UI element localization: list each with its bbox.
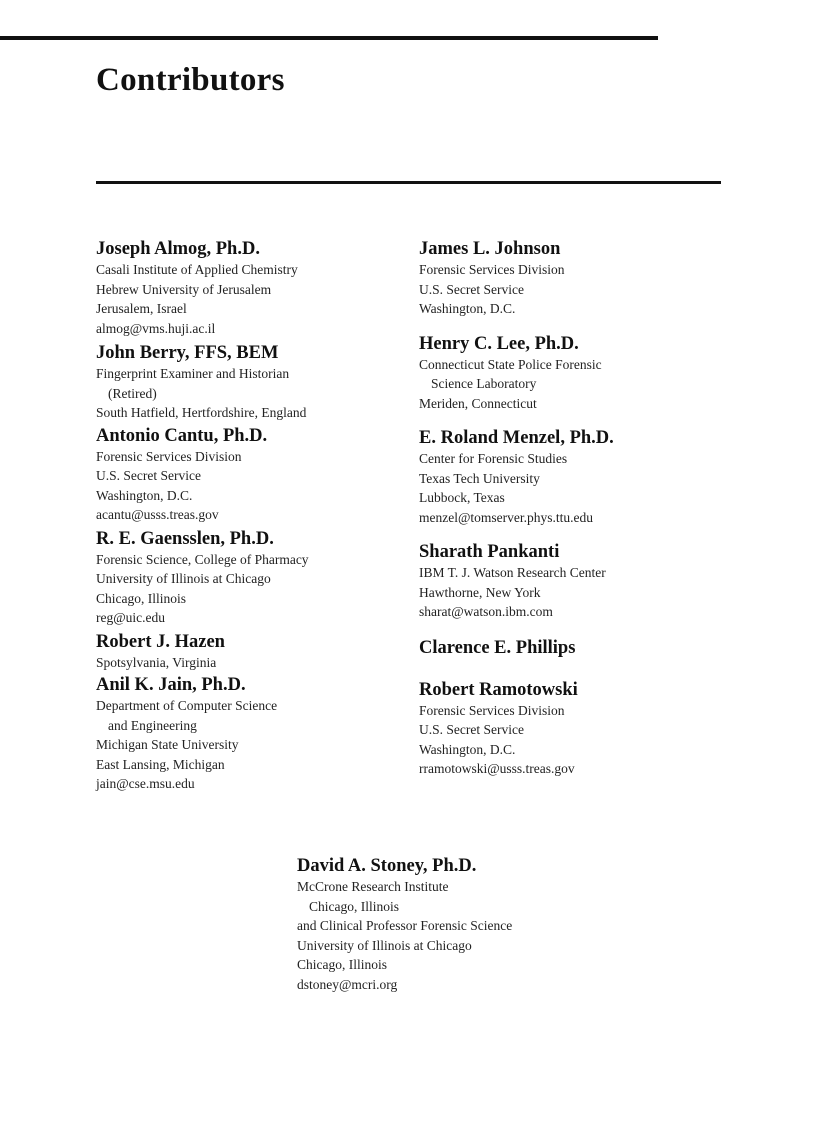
contributor-affiliation: Center for Forensic Studies	[419, 451, 568, 466]
contributor-entry	[96, 528, 396, 628]
contributor-name: Anil K. Jain, Ph.D.	[96, 675, 246, 695]
contributor-entry	[419, 679, 719, 779]
contributor-affiliation: and Engineering	[108, 717, 197, 733]
contributor-location: Meriden, Connecticut	[419, 395, 537, 411]
contributor-name: Robert J. Hazen	[96, 631, 225, 652]
contributor-affiliation: Texas Tech University	[419, 470, 540, 486]
contributor-location: Washington, D.C.	[419, 741, 516, 757]
contributor-affiliation: University of Illinois at Chicago	[297, 937, 472, 953]
contributor-affiliation: Forensic Services Division	[419, 262, 565, 277]
contributor-affiliation: Forensic Services Division	[96, 448, 242, 464]
contributor-affiliation: Hebrew University of Jerusalem	[96, 281, 272, 297]
contributor-location: Chicago, Illinois	[309, 898, 399, 914]
contributor-entry	[419, 541, 719, 622]
contributor-affiliation: U.S. Secret Service	[419, 281, 524, 297]
contributor-location: Hawthorne, New York	[419, 584, 541, 600]
contributor-entry-centered	[297, 855, 617, 994]
contributor-entry	[419, 427, 719, 527]
contributor-email: reg@uic.edu	[96, 610, 166, 625]
page-title: Contributors	[96, 62, 285, 98]
contributor-entry	[96, 631, 396, 673]
contributor-email: acantu@usss.treas.gov	[96, 507, 219, 522]
contributor-email: menzel@tomserver.phys.ttu.edu	[419, 509, 594, 525]
contributor-location: Washington, D.C.	[96, 487, 193, 503]
contributor-location: Lubbock, Texas	[419, 490, 505, 505]
contributor-affiliation: Forensic Science, College of Pharmacy	[96, 551, 309, 567]
contributor-affiliation: Science Laboratory	[431, 376, 537, 391]
top-rule	[0, 36, 658, 40]
contributor-email: dstoney@mcri.org	[297, 976, 398, 992]
contributor-location: Chicago, Illinois	[96, 590, 186, 606]
contributor-email: sharat@watson.ibm.com	[419, 604, 553, 619]
contributor-affiliation: (Retired)	[108, 385, 157, 401]
contributor-entry	[419, 238, 719, 319]
contributor-name: James L. Johnson	[419, 239, 561, 259]
contributor-affiliation: Fingerprint Examiner and Historian	[96, 366, 290, 381]
contributor-name: Henry C. Lee, Ph.D.	[419, 333, 579, 354]
contributor-name: John Berry, FFS, BEM	[96, 343, 279, 363]
contributor-name: Sharath Pankanti	[419, 542, 560, 562]
contributor-entry	[419, 333, 719, 414]
contributors-left-column	[96, 238, 396, 794]
contributor-affiliation: U.S. Secret Service	[419, 722, 524, 737]
contributor-location: Spotsylvania, Virginia	[96, 654, 217, 670]
contributor-affiliation: Connecticut State Police Forensic	[419, 356, 602, 372]
contributor-location: East Lansing, Michigan	[96, 756, 225, 772]
contributor-affiliation: and Clinical Professor Forensic Science	[297, 918, 513, 933]
contributor-name: Antonio Cantu, Ph.D.	[96, 425, 268, 446]
contributor-name: David A. Stoney, Ph.D.	[297, 856, 477, 876]
contributor-affiliation: Department of Computer Science	[96, 698, 278, 713]
contributor-affiliation: U.S. Secret Service	[96, 468, 201, 483]
contributor-location: South Hatfield, Hertfordshire, England	[96, 405, 307, 420]
contributor-affiliation: Michigan State University	[96, 737, 239, 752]
contributor-entry	[96, 342, 396, 423]
contributor-email: jain@cse.msu.edu	[96, 776, 195, 791]
contributor-entry	[96, 674, 396, 794]
contributor-name: Robert Ramotowski	[419, 679, 578, 700]
contributor-affiliation: Forensic Services Division	[419, 702, 565, 718]
contributor-entry	[419, 637, 719, 659]
contributor-email: almog@vms.huji.ac.il	[96, 320, 216, 336]
title-divider	[96, 181, 721, 184]
contributor-name: E. Roland Menzel, Ph.D.	[419, 428, 614, 448]
contributor-location: Chicago, Illinois	[297, 957, 387, 972]
contributor-affiliation: IBM T. J. Watson Research Center	[419, 565, 606, 580]
contributor-name: Joseph Almog, Ph.D.	[96, 239, 260, 259]
contributor-entry	[96, 238, 396, 338]
contributor-affiliation: Casali Institute of Applied Chemistry	[96, 262, 298, 277]
contributor-name: R. E. Gaensslen, Ph.D.	[96, 528, 274, 549]
contributor-email: rramotowski@usss.treas.gov	[419, 761, 575, 776]
contributor-location: Washington, D.C.	[419, 301, 516, 316]
contributor-affiliation: University of Illinois at Chicago	[96, 571, 271, 586]
contributor-entry	[96, 425, 396, 525]
contributor-name: Clarence E. Phillips	[419, 637, 576, 658]
contributor-affiliation: McCrone Research Institute	[297, 879, 449, 894]
contributors-right-column	[419, 238, 719, 779]
contributor-location: Jerusalem, Israel	[96, 301, 187, 316]
